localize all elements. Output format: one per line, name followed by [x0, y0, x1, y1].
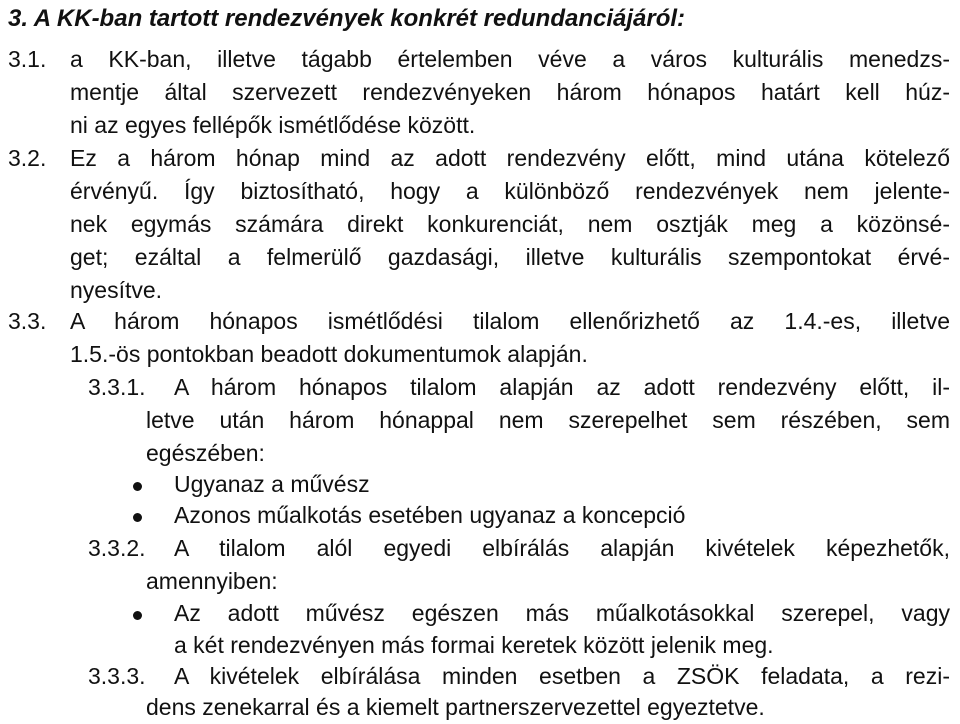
paragraph-3-3-2-line-2: amennyiben:	[146, 568, 278, 594]
paragraph-3-3-2-line-1: A tilalom alól egyedi elbírálás alapján kivételek képezhetők,	[174, 535, 950, 561]
paragraph-3-3-line-1: A három hónapos ismétlődési tilalom ellenőrizhető az 1.4.-es, illetve	[70, 308, 950, 334]
bullet-dot	[133, 482, 142, 491]
paragraph-3-3-1-line-2: letve után három hónappal nem szerepelhet sem részében, sem	[146, 407, 950, 433]
paragraph-3-2-line-1: Ez a három hónap mind az adott rendezvény előtt, mind utána kötelező	[70, 145, 950, 171]
section-heading: 3. A KK-ban tartott rendezvények konkrét redundanciájáról:	[8, 5, 686, 32]
paragraph-3-3-1-line-1: A három hónapos tilalom alapján az adott rendezvény előtt, il-	[174, 374, 950, 400]
paragraph-3-3-3-line-1: A kivételek elbírálása minden esetben a ZSÖK feladata, a rezi-	[174, 663, 950, 689]
paragraph-3-2-line-2: érvényű. Így biztosítható, hogy a különböző rendezvények nem jelente-	[70, 178, 950, 204]
bullet-item-1: Ugyanaz a művész	[174, 471, 370, 497]
bullet-item-3-line-1: Az adott művész egészen más műalkotásokkal szerepel, vagy	[174, 600, 950, 626]
bullet-dot	[133, 611, 142, 620]
item-number-3-3: 3.3.	[8, 308, 47, 334]
paragraph-3-1-line-1: a KK-ban, illetve tágabb értelemben véve a város kulturális menedzs-	[70, 46, 950, 72]
item-number-3-1: 3.1.	[8, 46, 47, 72]
item-number-3-2: 3.2.	[8, 145, 47, 171]
paragraph-3-2-line-4: get; ezáltal a felmerülő gazdasági, illetve kulturális szempontokat érvé-	[70, 244, 950, 270]
paragraph-3-1-line-3: ni az egyes fellépők ismétlődése között.	[70, 112, 476, 138]
paragraph-3-3-line-2: 1.5.-ös pontokban beadott dokumentumok alapján.	[70, 341, 588, 367]
item-number-3-3-1: 3.3.1.	[88, 374, 146, 400]
bullet-dot	[133, 513, 142, 522]
paragraph-3-2-line-5: nyesítve.	[70, 277, 163, 303]
paragraph-3-3-3-line-2: dens zenekarral és a kiemelt partnerszervezettel egyeztetve.	[146, 694, 765, 720]
paragraph-3-1-line-2: mentje által szervezett rendezvényeken három hónapos határt kell húz-	[70, 79, 950, 105]
bullet-item-3-line-2: a két rendezvényen más formai keretek között jelenik meg.	[174, 632, 774, 658]
paragraph-3-2-line-3: nek egymás számára direkt konkurenciát, nem osztják meg a közönsé-	[70, 211, 950, 237]
item-number-3-3-3: 3.3.3.	[88, 663, 146, 689]
paragraph-3-3-1-line-3: egészében:	[146, 440, 265, 466]
item-number-3-3-2: 3.3.2.	[88, 535, 146, 561]
bullet-item-2: Azonos műalkotás esetében ugyanaz a koncepció	[174, 502, 686, 528]
